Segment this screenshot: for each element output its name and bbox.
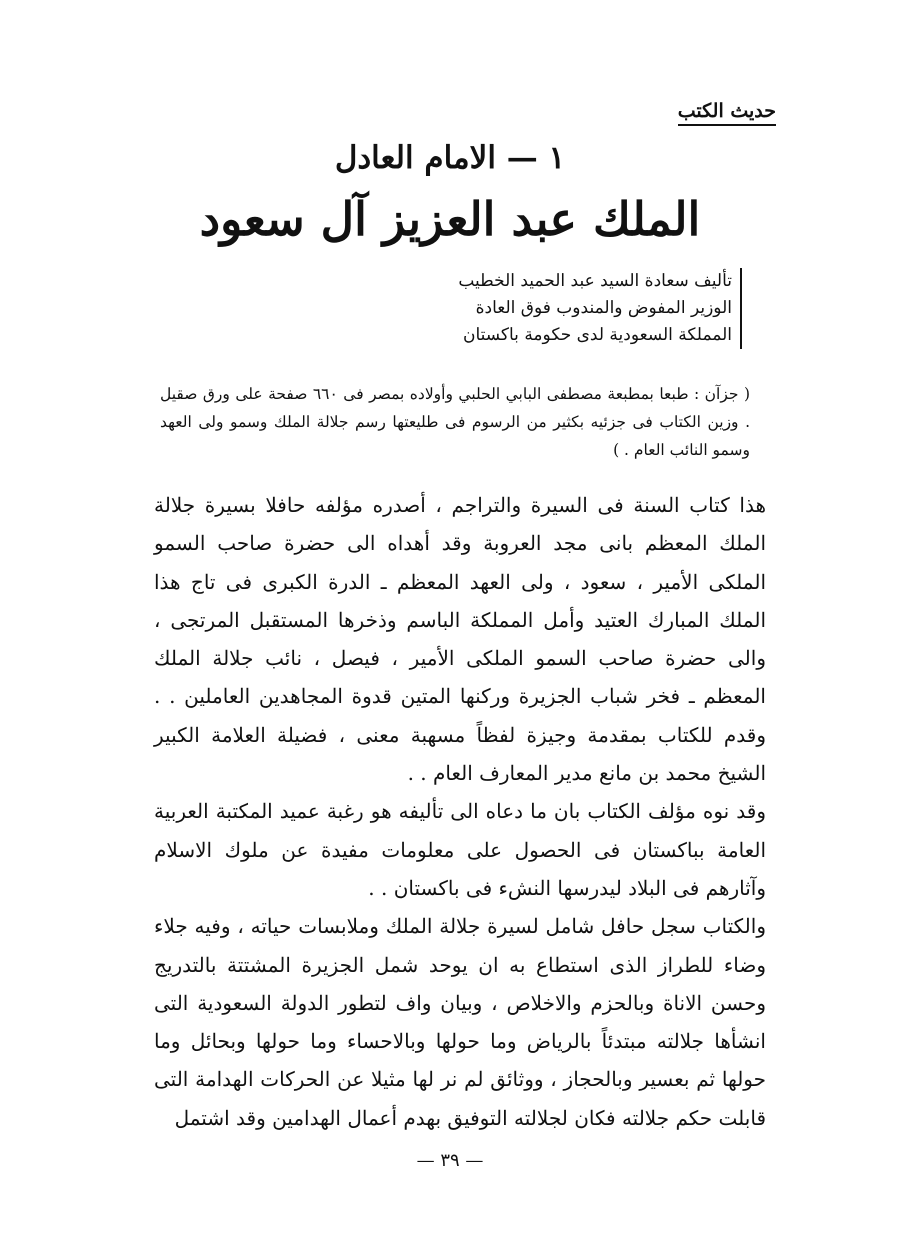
author-block [432, 268, 742, 349]
author-line: تأليف سعادة السيد عبد الحميد الخطيب [458, 271, 732, 291]
article-title: ١ — الامام العادل [334, 140, 566, 176]
book-title: الملك عبد العزيز آل سعود [199, 192, 701, 246]
section-header: حديث الكتب [678, 100, 776, 126]
body-paragraph: وقد نوه مؤلف الكتاب بان ما دعاه الى تأليفه هو رغبة عميد المكتبة العربية العامة بباكستان فى الحصول على معلومات مفيدة عن ملوك الاسلام وآثارهم فى البلاد ليدرسها النشء فى باكستان . . [154, 799, 766, 900]
page-number: — ٣٩ — [416, 1150, 484, 1171]
author-line: الوزير المفوض والمندوب فوق العادة [475, 298, 732, 318]
article-body [154, 486, 766, 1137]
author-line: المملكة السعودية لدى حكومة باكستان [462, 325, 732, 345]
book-info [160, 380, 750, 464]
body-paragraph: والكتاب سجل حافل شامل لسيرة جلالة الملك وملابسات حياته ، وفيه جلاء وضاء للطراز الذى استطاع به ان يوحد شمل الجزيرة المشتتة بالتدريج وحسن الاناة وبالحزم والاخلاص ، وبيان واف لتطور الدولة السعودية التى انشأها جلالته مبتدئاً بالرياض وما حولها وبالاحساء وما حولها وبحائل وما حولها ثم بعسير وبالحجاز ، ووثائق لم نر لها مثيلا عن الحركات الهدامة التى قابلت حكم جلالته فكان لجلالته التوفيق بهدم أعمال الهدامين وقد اشتمل [154, 914, 767, 1130]
book-info-text: ( جزآن : طبعا بمطبعة مصطفى البابي الحلبي وأولاده بمصر فى ٦٦٠ صفحة على ورق صقيل . وزين الكتاب فى جزئيه بكثير من الرسوم فى طليعتها رسم جلالة الملك وسمو ولى العهد وسمو النائب العام . ) [160, 385, 750, 459]
body-paragraph: هذا كتاب السنة فى السيرة والتراجم ، أصدره مؤلفه حافلا بسيرة جلالة الملك المعظم بانى مجد العروبة وقد أهداه الى حضرة صاحب السمو الملكى الأمير ، سعود ، ولى العهد المعظم ـ الدرة الكبرى فى تاج هذا الملك المبارك العتيد وأمل المملكة الباسم وذخرها المستقبل المرتجى ، والى حضرة صاحب السمو الملكى الأمير ، فيصل ، نائب جلالة الملك المعظم ـ فخر شباب الجزيرة وركنها المتين قدوة المجاهدين العاملين . . وقدم للكتاب بمقدمة وجيزة لفظاً مسهبة معنى ، فضيلة العلامة الكبير الشيخ محمد بن مانع مدير المعارف العام . . [154, 493, 767, 786]
